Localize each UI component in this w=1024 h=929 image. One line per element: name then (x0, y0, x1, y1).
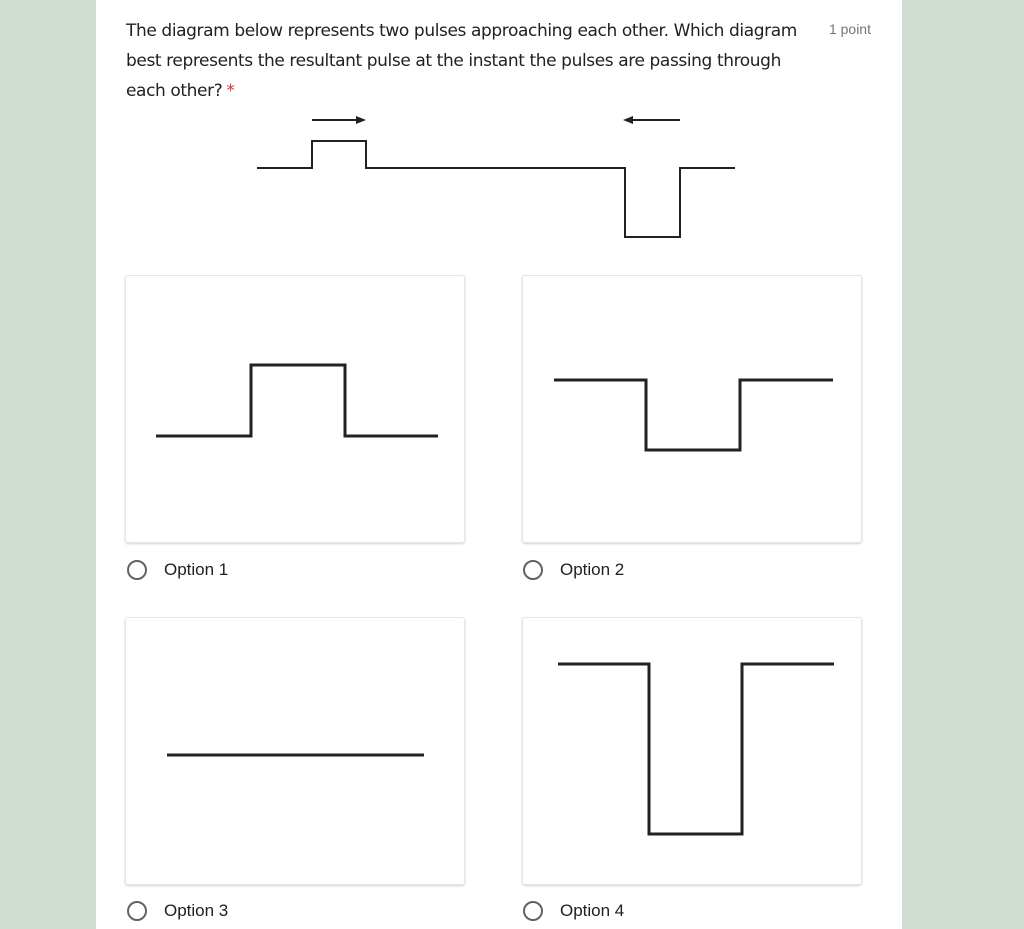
points-label: 1 point (828, 21, 871, 37)
pulses-waveform (257, 141, 735, 237)
option-1-radio[interactable] (127, 560, 147, 580)
downward-square-pulse-figure (523, 276, 861, 542)
option-2-row[interactable] (523, 557, 624, 583)
required-marker: * (226, 81, 235, 101)
option-2-image[interactable] (522, 275, 862, 543)
question-card (96, 0, 902, 929)
option-4-row[interactable] (523, 898, 624, 924)
option-2-radio[interactable] (523, 560, 543, 580)
question-figure (246, 100, 746, 250)
right-arrow-icon (312, 116, 366, 124)
upward-square-pulse-figure (126, 276, 464, 542)
question-text: The diagram below represents two pulses approaching each other. Which diagram best represents the resultant pulse at the instant the pulses are passing through each other? (126, 21, 797, 101)
option-3-row[interactable] (127, 898, 228, 924)
option-4-label: Option 4 (560, 901, 625, 920)
option-1-row[interactable] (127, 557, 228, 583)
flat-line-figure (126, 618, 464, 884)
option-1-label: Option 1 (164, 560, 229, 579)
option-3-image[interactable] (125, 617, 465, 885)
large-downward-square-pulse-figure (523, 618, 861, 884)
option-3-radio[interactable] (127, 901, 147, 921)
option-4-image[interactable] (522, 617, 862, 885)
left-arrow-icon (623, 116, 680, 124)
question-title (126, 16, 806, 106)
option-1-image[interactable] (125, 275, 465, 543)
option-2-label: Option 2 (560, 560, 625, 579)
option-3-label: Option 3 (164, 901, 229, 920)
option-4-radio[interactable] (523, 901, 543, 921)
